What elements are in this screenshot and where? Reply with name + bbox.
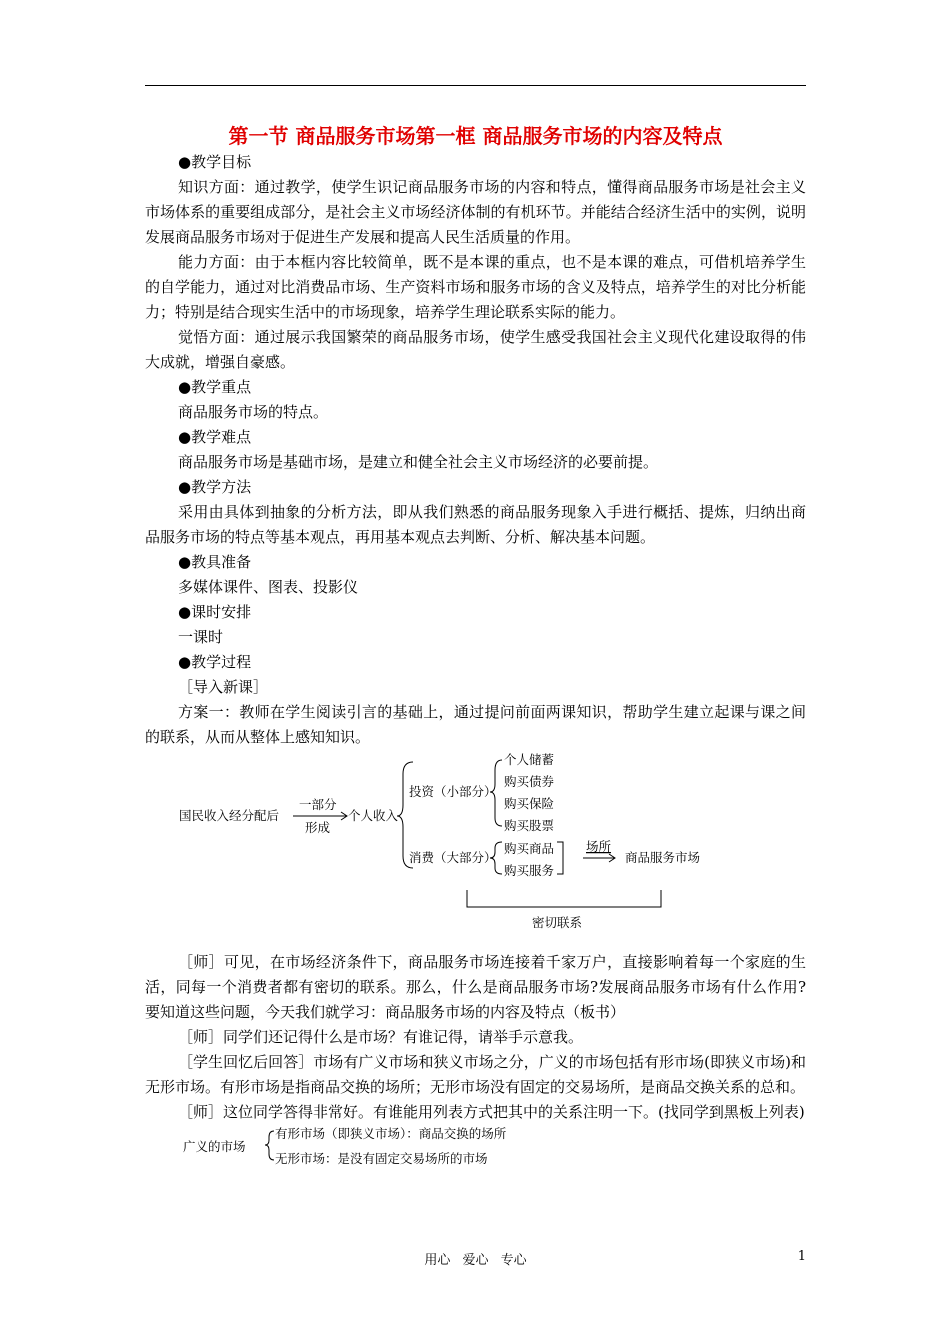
plan-one-paragraph: 方案一：教师在学生阅读引言的基础上，通过提问前面两课知识，帮助学生建立起课与课之间的联系，从而从整体上感知知识。 xyxy=(145,703,806,746)
invest-item-2: 购买保险 xyxy=(504,796,555,811)
consume-item-0: 购买商品 xyxy=(504,841,555,856)
tangible-market-item: 有形市场（即狭义市场）：商品交换的场所 xyxy=(275,1126,507,1141)
intangible-market-item: 无形市场：是没有固定交易场所的市场 xyxy=(275,1151,488,1166)
tools-heading: ●教具准备 xyxy=(178,553,252,571)
consumption-label: 消费（大部分） xyxy=(409,850,497,865)
personal-income-label: 个人收入 xyxy=(348,808,399,823)
page-footer xyxy=(145,1249,806,1269)
income-diagram-svg xyxy=(145,750,806,950)
broad-market-diagram xyxy=(145,1125,806,1170)
arrow-top-label: 一部分 xyxy=(299,797,337,812)
method-heading: ●教学方法 xyxy=(178,478,252,496)
knowledge-paragraph: 知识方面：通过教学，使学生识记商品服务市场的内容和特点，懂得商品服务市场是社会主义市场体系的重要组成部分，是社会主义市场经济体制的有机环节。并能结合经济生活中的实例，说明发展商品服务市场对于促进生产发展和提高人民生活质量的作用。 xyxy=(145,178,806,246)
key-text: 商品服务市场的特点。 xyxy=(178,403,329,421)
student-answer-paragraph: ［学生回忆后回答］市场有广义市场和狭义市场之分，广义的市场包括有形市场(即狭义市场)和无形市场。有形市场是指商品交换的场所；无形市场没有固定的交易场所，是商品交换关系的总和。 xyxy=(145,1053,806,1096)
income-root-label: 国民收入经分配后 xyxy=(179,808,280,823)
consume-item-1: 购买服务 xyxy=(504,863,555,878)
teacher-paragraph-1: ［师］可见，在市场经济条件下，商品服务市场连接着千家万户，直接影响着每一个家庭的生活，同每一个消费者都有密切的联系。那么，什么是商品服务市场?发展商品服务市场有什么作用?要知道这些问题，今天我们就学习：商品服务市场的内容及特点（板书） xyxy=(145,953,806,1021)
broad-market-label: 广义的市场 xyxy=(183,1139,246,1154)
document-body xyxy=(145,150,806,1170)
awareness-paragraph: 觉悟方面：通过展示我国繁荣的商品服务市场，使学生感受我国社会主义现代化建设取得的伟大成就，增强自豪感。 xyxy=(145,328,806,371)
invest-item-3: 购买股票 xyxy=(504,818,555,833)
tools-text: 多媒体课件、图表、投影仪 xyxy=(178,578,359,596)
schedule-text: 一课时 xyxy=(178,628,224,646)
teacher-paragraph-2: ［师］同学们还记得什么是市场？有谁记得，请举手示意我。 xyxy=(178,1028,584,1046)
investment-label: 投资（小部分） xyxy=(409,784,497,799)
process-heading: ●教学过程 xyxy=(178,653,252,671)
page-number: 1 xyxy=(797,1249,806,1264)
difficulty-text: 商品服务市场是基础市场，是建立和健全社会主义市场经济的必要前提。 xyxy=(178,453,659,471)
market-label: 商品服务市场 xyxy=(625,850,701,865)
method-text: 采用由具体到抽象的分析方法，即从我们熟悉的商品服务现象入手进行概括、提炼，归纳出商品服务市场的特点等基本观点，再用基本观点去判断、分析、解决基本问题。 xyxy=(145,503,806,546)
arrow-bottom-label: 形成 xyxy=(305,820,331,835)
ability-paragraph: 能力方面：由于本框内容比较简单，既不是本课的重点，也不是本课的难点，可借机培养学生的自学能力，通过对比消费品市场、生产资料市场和服务市场的含义及特点，培养学生的对比分析能力；特别是结合现实生活中的市场现象，培养学生理论联系实际的能力。 xyxy=(145,253,806,321)
page-title: 第一节 商品服务市场第一框 商品服务市场的内容及特点 xyxy=(228,124,723,148)
footer-motto: 用心 爱心 专心 xyxy=(424,1253,527,1268)
difficulty-heading: ●教学难点 xyxy=(178,428,252,446)
key-heading: ●教学重点 xyxy=(178,378,252,396)
teacher-paragraph-3: ［师］这位同学答得非常好。有谁能用列表方式把其中的关系注明一下。(找同学到黑板上列表) xyxy=(178,1103,805,1121)
intro-heading: ［导入新课］ xyxy=(178,678,269,696)
header-rule xyxy=(145,85,806,86)
income-distribution-diagram xyxy=(145,750,806,950)
schedule-heading: ●课时安排 xyxy=(178,603,252,621)
market-diagram-svg xyxy=(145,1125,806,1170)
place-label: 场所 xyxy=(586,839,612,854)
invest-item-1: 购买债券 xyxy=(504,774,555,789)
invest-item-0: 个人储蓄 xyxy=(504,752,555,767)
close-link-label: 密切联系 xyxy=(532,915,583,930)
goals-heading: ●教学目标 xyxy=(178,153,252,171)
